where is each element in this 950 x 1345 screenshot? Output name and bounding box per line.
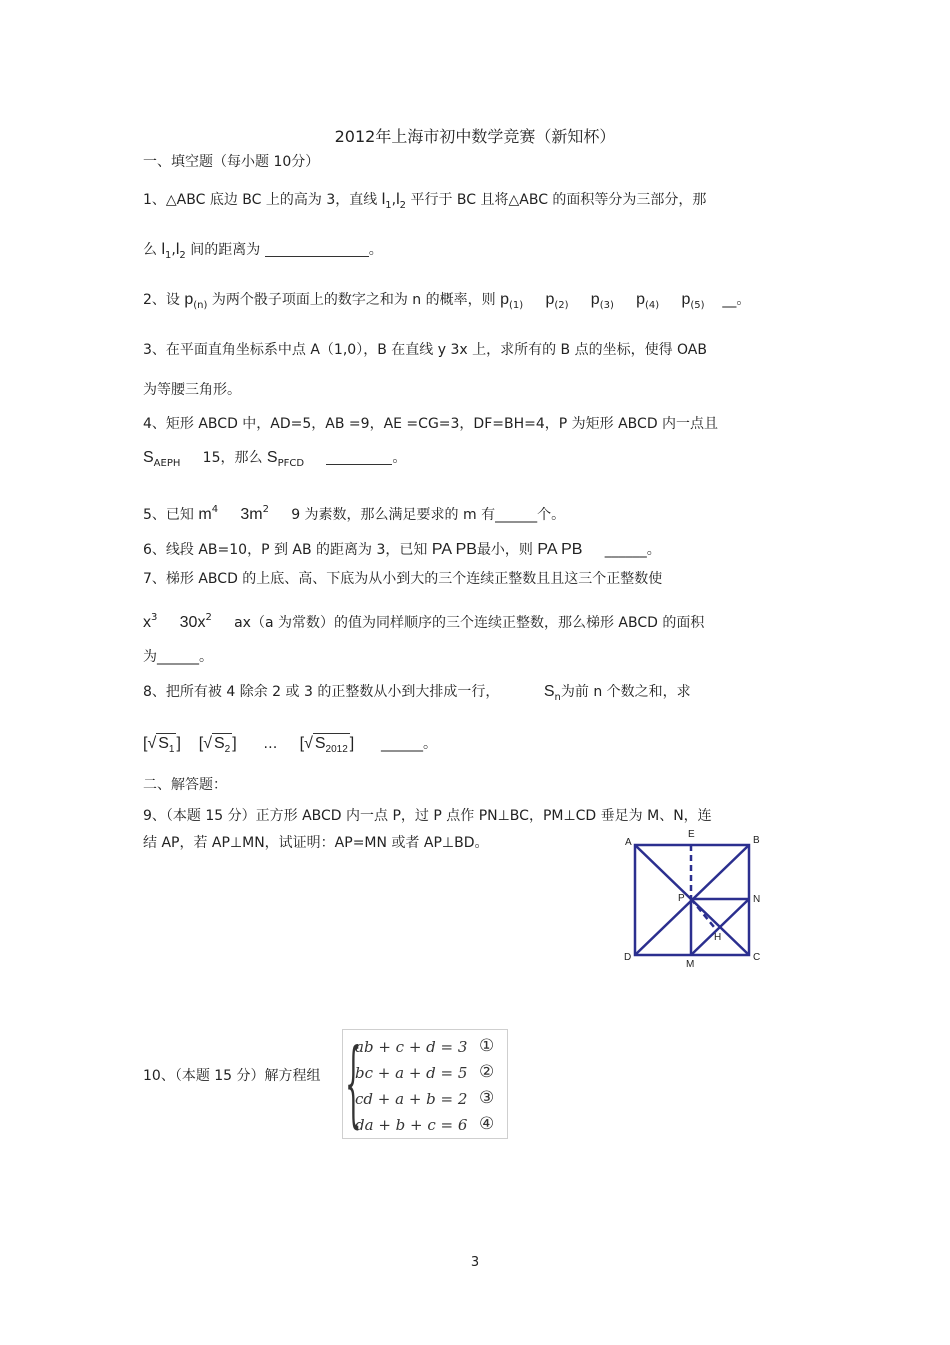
question-1-line1 [143,190,706,216]
q1-l1: l [381,191,386,208]
q1-text-b: 平行于 BC 且将△ABC 的面积等分为三部分，那 [406,192,707,208]
q8-text-a: 8、把所有被 4 除余 2 或 3 的正整数从小到大排成一行， [143,684,500,700]
q8-rbracket-1: ] [176,735,181,752]
circled-one-icon: ① [479,1036,495,1056]
question-4-line2 [143,448,406,474]
question-9-line2: 结 AP，若 AP⊥MN，试证明：AP=MN 或者 AP⊥BD。 [143,835,489,851]
q8-sub2: 2 [224,744,231,755]
label-b: B [753,835,760,846]
q4-end: 。 [392,450,407,466]
q7-answer-blank[interactable]: ______ [157,649,199,665]
label-c: C [753,952,761,963]
q8-sub3: 2012 [325,744,348,755]
q8-lbracket-2: [ [198,735,204,752]
sqrt-icon: √ [147,735,157,752]
q7-30x: 30x [179,614,206,631]
q2-p3: p [590,291,600,308]
q7-text-c: ax（a 为常数）的值为同样顺序的三个连续正整数，那么梯形 ABCD 的面积 [234,615,705,631]
q1-text-c: 么 [143,242,162,258]
q6-expr1: PA PB [431,541,477,558]
q1-sub2-b: 2 [179,250,186,261]
q4-answer-blank[interactable] [326,452,392,465]
q8-radicand-2 [212,733,232,760]
q1-sub1-b: 1 [165,250,172,261]
q5-3m: 3m [240,506,263,523]
q5-exp2: 2 [262,504,269,515]
q2-text-b: 为两个骰子项面上的数字之和为 n 的概率，则 [207,292,501,308]
q2-end: 。 [736,292,751,308]
q6-answer-blank[interactable]: ______ [604,542,647,558]
q2-sub1: (1) [509,300,524,311]
q8-sub1: 1 [168,744,175,755]
q2-sub-n: (n) [193,300,208,311]
q2-text-a: 2、设 [143,292,185,308]
q6-expr2: PA PB [537,541,583,558]
q7-end: 。 [199,649,213,665]
question-4-line1: 4、矩形 ABCD 中，AD=5，AB =9，AE =CG=3，DF=BH=4，P 为矩形 ABCD 内一点且 [143,416,719,432]
q5-m: m [198,506,212,523]
q4-s2: S [266,449,278,466]
q5-answer-blank[interactable]: ______ [495,507,538,523]
q8-sub-n: n [554,692,561,703]
section-fill-blank: 一、填空题（每小题 10分） [143,154,320,170]
sqrt-icon: √ [304,735,313,752]
label-m: M [686,959,695,970]
question-7-line2 [143,608,704,633]
question-10: 10、（本题 15 分）解方程组 [143,1068,321,1084]
circled-three-icon: ③ [479,1088,495,1108]
q5-end: 个。 [537,507,566,523]
q2-p1: p [500,291,509,308]
q8-answer-blank[interactable]: ______ [380,736,423,752]
question-3-line1: 3、在平面直角坐标系中点 A（1,0），B 在直线 y 3x 上，求所有的 B 点的坐标，使得 OAB [143,342,707,358]
dashed-ph [691,899,714,927]
equation-1: ab + c + d = 3 [355,1038,468,1056]
q1-comma: , [391,192,397,208]
q1-text-a: 1、△ABC 底边 BC 上的高为 3，直线 [143,192,382,208]
label-n: N [753,894,761,905]
label-h: H [714,932,722,943]
question-1-line2 [143,240,383,266]
equation-system-box [342,1029,508,1139]
page-number: 3 [470,1255,480,1270]
q8-rbracket-2: ] [232,735,237,752]
question-5 [143,500,565,525]
circled-two-icon: ② [479,1062,495,1082]
label-e: E [688,829,695,840]
q8-s1: S [158,735,169,752]
q1-text-d: 间的距离为 [185,242,265,258]
q8-sn: S [543,683,555,700]
q2-answer-blank[interactable]: __ [722,292,737,308]
q5-exp4: 4 [211,504,219,515]
q5-text-a: 5、已知 [143,507,199,523]
q1-sub2: 2 [399,200,407,211]
section-answer: 二、解答题： [143,777,227,793]
q8-ellipsis: … [263,736,278,752]
question-6 [143,540,661,560]
sqrt-icon: √ [203,735,212,752]
q8-end: 。 [422,736,437,752]
q1-end: 。 [368,242,383,258]
q8-lbracket-3: [ [299,735,305,752]
label-d: D [624,952,632,963]
q4-sub-pfcd: PFCD [277,458,305,469]
q8-radicand-1 [156,733,176,760]
q4-sub-aeph: AEPH [153,458,181,469]
q2-sub2: (2) [554,300,569,311]
q1-l1-b: l [161,241,166,258]
q7-exp3: 3 [151,612,158,623]
q2-p5: p [681,291,691,308]
q2-sub3: (3) [599,300,614,311]
q1-l2-b: l [175,241,180,258]
q2-sub4: (4) [645,300,660,311]
q8-lbracket-1: [ [143,735,148,752]
label-a: A [625,837,632,848]
q7-x: x [143,614,151,631]
q1-comma-b: , [171,242,176,258]
q8-s3: S [314,735,326,752]
brace-icon: { [345,1032,362,1140]
question-7-line3 [143,647,213,667]
circled-four-icon: ④ [479,1114,495,1134]
q8-rbracket-3: ] [349,735,355,752]
question-2 [143,290,750,316]
q6-text-b: 最小，则 [476,542,538,558]
question-8-line2 [143,733,437,760]
q1-l2: l [396,191,400,208]
equation-2: bc + a + d = 5 [355,1064,468,1082]
q7-exp2: 2 [205,612,212,623]
q4-s1: S [143,449,154,466]
question-7-line1: 7、梯形 ABCD 的上底、高、下底为从小到大的三个连续正整数且且这三个正整数使 [143,571,663,587]
q1-sub1: 1 [385,200,392,211]
page-title: 2012年上海市初中数学竞赛（新知杯） [334,127,616,146]
q5-text-c: 9 为素数，那么满足要求的 m 有 [291,507,496,523]
question-9-line1: 9、（本题 15 分）正方形 ABCD 内一点 P，过 P 点作 PN⊥BC，PM⊥CD 垂足为 M、N，连 [143,808,712,824]
q7-text-d: 为 [143,649,157,665]
equation-4: da + b + c = 6 [355,1116,468,1134]
q8-radicand-3 [313,733,350,760]
q8-s2: S [213,735,225,752]
q6-text-a: 6、线段 AB=10，P 到 AB 的距离为 3，已知 [143,542,432,558]
q4-text-mid: 15，那么 [202,450,267,466]
q2-p: p [184,291,194,308]
square-geometry-figure [620,826,770,971]
question-8-line1 [143,682,691,708]
q2-p2: p [545,291,555,308]
q2-sub5: (5) [690,300,705,311]
q2-p4: p [636,291,646,308]
q1-answer-blank[interactable] [265,244,369,257]
question-3-line2: 为等腰三角形。 [143,382,241,398]
q6-end: 。 [646,542,661,558]
label-p: P [678,893,685,904]
equation-3: cd + a + b = 2 [355,1090,468,1108]
q8-text-b: 为前 n 个数之和，求 [560,684,691,700]
